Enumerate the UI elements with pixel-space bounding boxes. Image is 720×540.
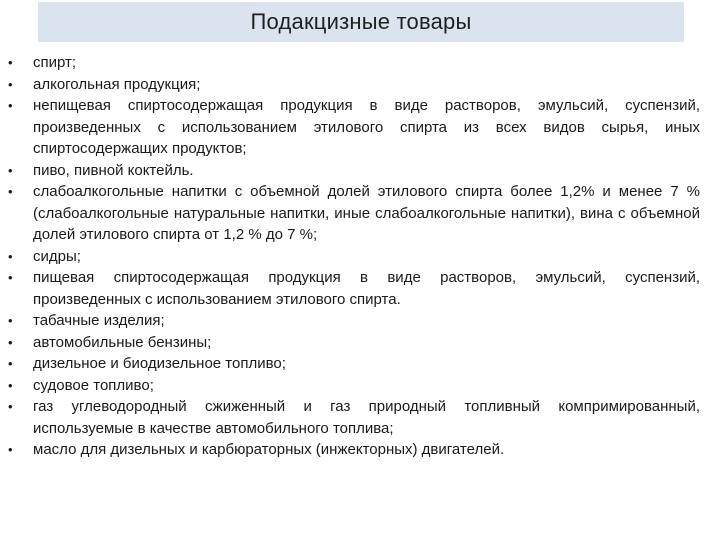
bullet-icon: • xyxy=(8,248,13,264)
list-item-text: слабоалкогольные напитки с объемной долей этилового спирта более 1,2% и менее 7 % (слабоалкогольные натуральные напитки, иные слабоалкогольные напитки), вина с объемной долей этилового спирта от 1,2 % до 7 %; xyxy=(33,183,700,243)
excise-goods-list xyxy=(0,52,720,461)
list-item-text: дизельное и биодизельное топливо; xyxy=(33,355,286,372)
bullet-icon: • xyxy=(8,399,13,414)
list-item-text: сидры; xyxy=(33,247,81,265)
list-item xyxy=(0,181,720,246)
bullet-icon: • xyxy=(8,377,13,393)
list-item xyxy=(0,74,720,96)
list-item-text: табачные изделия; xyxy=(33,312,165,329)
bullet-icon: • xyxy=(8,55,13,70)
page-title: Подакцизные товары xyxy=(250,9,472,34)
list-item-text: непищевая спиртосодержащая продукция в виде растворов, эмульсий, суспензий, произведенных с использованием этилового спирта из всех видов сырья, иных спиртосодержащих продуктов; xyxy=(33,97,700,157)
bullet-icon: • xyxy=(8,270,13,285)
list-item-text: пиво, пивной коктейль. xyxy=(33,161,194,179)
list-item xyxy=(0,52,720,74)
list-item-text: спирт; xyxy=(33,54,77,71)
list-item xyxy=(0,267,720,310)
bullet-icon: • xyxy=(8,76,13,92)
list-item xyxy=(0,160,720,182)
bullet-icon: • xyxy=(8,98,13,113)
list-item-text: автомобильные бензины; xyxy=(33,333,212,351)
list-item-text: масло для дизельных и карбюраторных (инжекторных) двигателей. xyxy=(33,441,505,458)
list-item xyxy=(0,310,720,332)
list-item xyxy=(0,246,720,268)
bullet-icon: • xyxy=(8,184,13,199)
bullet-icon: • xyxy=(8,356,13,371)
list-item xyxy=(0,332,720,354)
list-item xyxy=(0,439,720,461)
list-item-text: пищевая спиртосодержащая продукция в виде растворов, эмульсий, суспензий, произведенных с использованием этилового спирта. xyxy=(33,269,700,308)
list-item xyxy=(0,375,720,397)
bullet-icon: • xyxy=(8,162,13,178)
list-item xyxy=(0,353,720,375)
list-item-text: судовое топливо; xyxy=(33,376,154,394)
list-item xyxy=(0,95,720,160)
title-bar xyxy=(38,2,684,42)
bullet-icon: • xyxy=(8,313,13,328)
bullet-icon: • xyxy=(8,442,13,457)
list-item-text: газ углеводородный сжиженный и газ природный топливный компримированный, используемые в качестве автомобильного топлива; xyxy=(33,398,700,437)
list-item-text: алкогольная продукция; xyxy=(33,75,201,93)
list-item xyxy=(0,396,720,439)
bullet-icon: • xyxy=(8,334,13,350)
